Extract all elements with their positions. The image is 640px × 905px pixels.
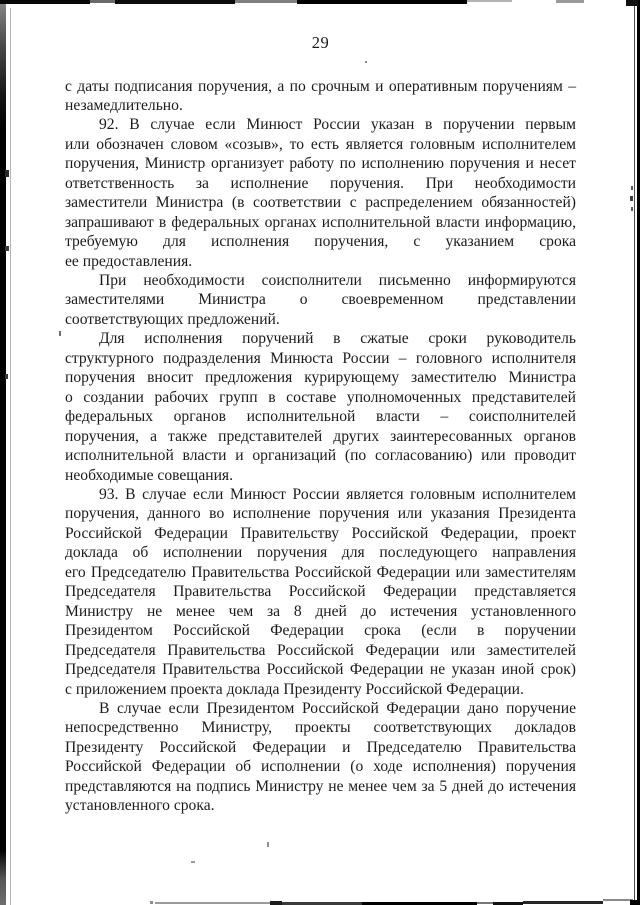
scan-edge-top [0,0,90,4]
scan-edge-bottom [630,900,640,905]
scan-edge-bottom [477,902,493,905]
text-line: 93. В случае если Минюст России является головным исполнителем [99,486,576,504]
text-line: незамедлительно. [65,96,183,114]
text-line: Председателя Правительства Российской Федерации представляется [65,583,576,601]
scan-edge-top [90,0,115,3]
dust-speck [5,374,8,379]
text-line: заместители Министра (в соответствии с распределением обязанностей) [65,194,576,212]
scan-edge-bottom [270,901,282,905]
text-line: или обозначен словом «созыв», то есть является головным исполнителем [65,135,576,153]
scan-edge-bottom [150,901,153,904]
text-line: Министру не менее чем за 8 дней до истечения установленного [65,602,576,620]
text-line: заместителями Министра о своевременном представлении [65,291,576,309]
text-line: поручения вносит предложения курирующему заместителю Министра [65,369,576,387]
text-line: с приложением проекта доклада Президенту Российской Федерации. [65,680,524,698]
text-line: поручения, а также представителей других заинтересованных органов [65,427,576,445]
text-line: Председателя Правительства Российской Федерации или заместителей [65,641,576,659]
text-line: В случае если Президентом Российской Федерации дано поручение [99,700,576,717]
text-line: его Председателю Правительства Российской Федерации или заместителям [65,563,576,581]
dust-speck [191,861,195,863]
scan-edge-top [626,0,638,6]
text-line: федеральных органов исполнительной власти – соисполнителей [65,408,576,426]
scan-edge-bottom [155,902,270,905]
scan-edge-top [556,0,584,3]
text-line: ответственность за исполнение поручения. При необходимости [65,174,576,192]
text-line: 92. В случае если Минюст России указан в поручении первым [99,116,576,134]
dust-speck [5,170,9,177]
dust-speck [630,196,633,201]
text-line: поручения, Министр организует работу по исполнению поручения и несет [65,155,576,173]
scan-page-border-right [634,0,636,905]
text-line: Для исполнения поручений в сжатые сроки руководитель [99,330,576,348]
scan-page-border-left [10,8,11,905]
dust-speck [267,842,269,847]
text-line: непосредственно Министру, проекты соответствующих докладов [65,719,576,737]
scan-edge-top [297,0,467,4]
text-line: соответствующих предложений. [65,310,280,328]
text-line: о создании рабочих групп в составе уполномоченных представителей [65,388,576,406]
text-line: требуемую для исполнения поручения, с указанием срока [65,233,576,251]
scan-edge-bottom [362,902,477,905]
dust-speck [5,246,9,251]
scan-edge-bottom [603,899,633,901]
scan-edge-bottom [493,902,523,905]
text-line: При необходимости соисполнители письменно информируются [99,272,576,290]
text-line: поручения, данного во исполнение поручения или указания Президента [65,505,576,523]
scan-edge-top [115,0,235,4]
page-number: 29 [311,33,330,52]
text-line: с даты подписания поручения, а по срочным и оперативным поручениям – [65,77,576,95]
text-line: представляются на подпись Министру не менее чем за 5 дней до истечения [65,777,576,795]
dust-speck [631,207,633,211]
text-line: запрашивают в федеральных органах исполнительной власти информацию, [65,213,576,231]
scan-edge-top [467,0,512,2]
text-line: исполнительной власти и организаций (по согласованию) или проводит [65,447,576,465]
text-line: Президенту Российской Федерации и Председателю Правительства [65,738,576,756]
text-line: структурного подразделения Минюста России – головного исполнителя [65,349,576,367]
document-text [65,77,576,816]
text-line: Председателя Правительства Российской Федерации не указан иной срок) [65,661,576,679]
text-line: ее предоставления. [65,252,193,270]
text-line: Российской Федерации Правительству Российской Федерации, проект [65,524,576,542]
text-line: установленного срока. [65,797,215,815]
scan-edge-left [0,0,6,905]
text-line: Российской Федерации об исполнении (о ходе исполнения) поручения [65,758,576,776]
dust-speck [631,186,633,190]
text-line: необходимые совещания. [65,466,233,484]
scan-edge-bottom [282,902,362,905]
text-line: доклада об исполнении поручения для последующего направления [65,544,576,562]
scan-edge-top [235,0,297,3]
scan-edge-bottom [523,901,603,904]
dust-speck [59,331,61,336]
dust-speck [365,61,367,63]
text-line: Президентом Российской Федерации срока (если в поручении [65,622,576,640]
